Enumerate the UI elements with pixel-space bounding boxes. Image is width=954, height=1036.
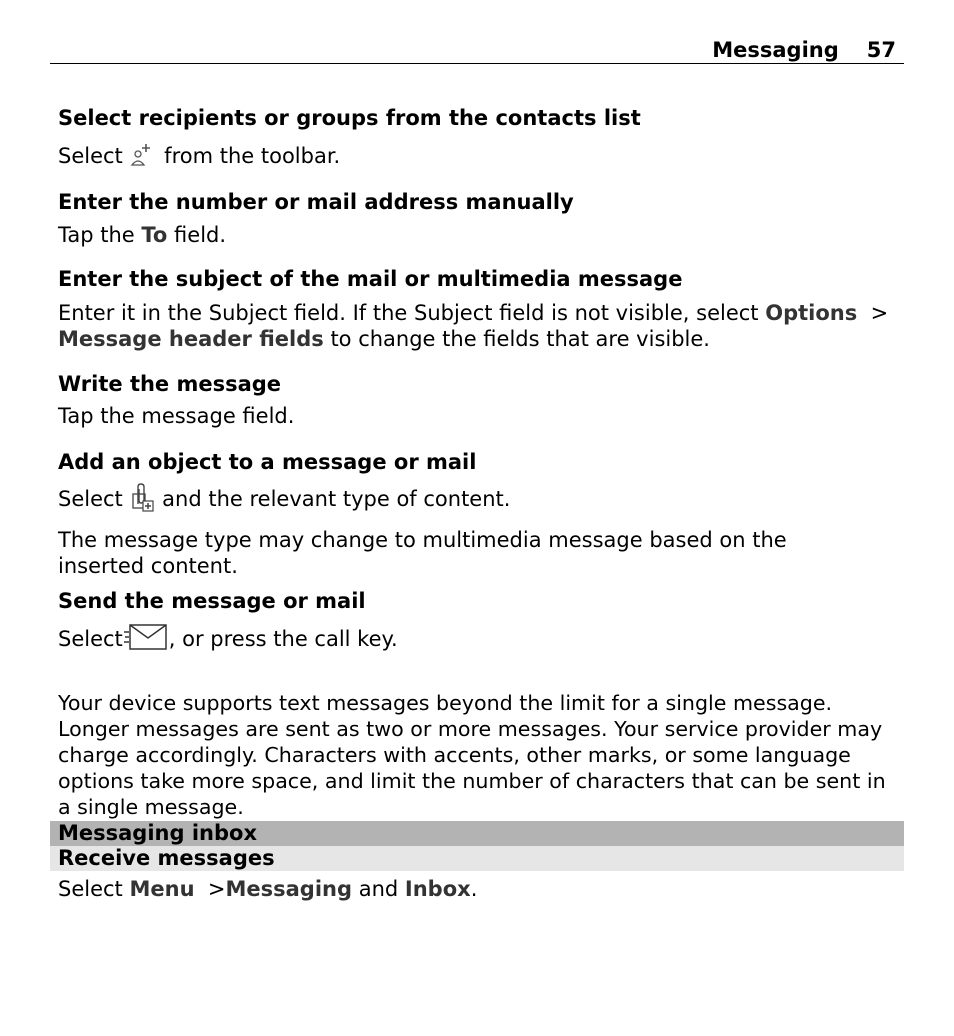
text-number	[58, 222, 908, 248]
send-mail-icon	[123, 622, 169, 658]
ui-to-field: To	[141, 223, 168, 247]
text-number-after: field.	[174, 223, 227, 247]
heading-send: Send the message or mail	[58, 589, 366, 613]
heading-attach: Add an object to a message or mail	[58, 450, 477, 474]
header-section-name: Messaging	[712, 38, 839, 62]
section-subject	[58, 266, 908, 352]
text-recipients-after: from the toolbar.	[164, 144, 341, 168]
inbox-subtitle-bar	[50, 846, 904, 871]
text-attach-before: Select	[58, 487, 123, 511]
attach-icon	[129, 482, 155, 518]
ui-messaging: Messaging	[225, 877, 353, 901]
section-number	[58, 189, 908, 248]
text-inbox-end: .	[470, 877, 478, 901]
section-inbox	[58, 876, 908, 902]
page-number: 57	[866, 38, 896, 62]
inbox-subtitle: Receive messages	[58, 846, 275, 870]
text-subject-line2	[58, 326, 908, 352]
inbox-title: Messaging inbox	[58, 821, 257, 845]
heading-recipients: Select recipients or groups from the contacts list	[58, 106, 641, 130]
inbox-title-bar	[50, 821, 904, 846]
text-subject-line1	[58, 300, 908, 326]
text-send	[58, 622, 908, 658]
text-inbox-and: and	[358, 877, 399, 901]
ui-options: Options	[765, 301, 858, 325]
text-inbox	[58, 876, 908, 902]
section-long-messages	[58, 690, 904, 820]
running-header	[50, 36, 904, 64]
text-recipients-before: Select	[58, 144, 123, 168]
text-send-after: , or press the call key.	[168, 627, 398, 651]
heading-write: Write the message	[58, 372, 282, 396]
text-attach-after: and the relevant type of content.	[162, 487, 511, 511]
text-send-before: Select	[58, 627, 123, 651]
inbox-separator: >	[207, 877, 226, 901]
heading-subject: Enter the subject of the mail or multimedia message	[58, 267, 683, 291]
section-recipients	[58, 105, 908, 173]
text-recipients	[58, 141, 908, 173]
section-attach	[58, 449, 908, 579]
text-subject-before: Enter it in the Subject field. If the Subject field is not visible, select	[58, 301, 759, 325]
ui-message-header-fields: Message header fields	[58, 327, 324, 351]
ui-menu: Menu	[129, 877, 195, 901]
text-write: Tap the message field.	[58, 404, 295, 428]
heading-number: Enter the number or mail address manually	[58, 190, 574, 214]
ui-inbox: Inbox	[404, 877, 471, 901]
menu-separator: >	[870, 301, 889, 325]
add-contact-icon	[129, 141, 157, 173]
section-send	[58, 588, 908, 658]
section-write	[58, 371, 908, 429]
text-attach-note: The message type may change to multimedia message based on the inserted content.	[58, 528, 787, 578]
text-long-messages: Your device supports text messages beyond the limit for a single message. Longer messages are sent as two or more messages. Your service provider may charge accordingly. Characters with accents, other marks, or some language options take more space, and limit the number of characters that can be sent in a single message.	[58, 691, 886, 819]
text-attach	[58, 482, 908, 518]
text-subject-after: to change the fields that are visible.	[330, 327, 710, 351]
text-inbox-before: Select	[58, 877, 123, 901]
text-number-before: Tap the	[58, 223, 135, 247]
